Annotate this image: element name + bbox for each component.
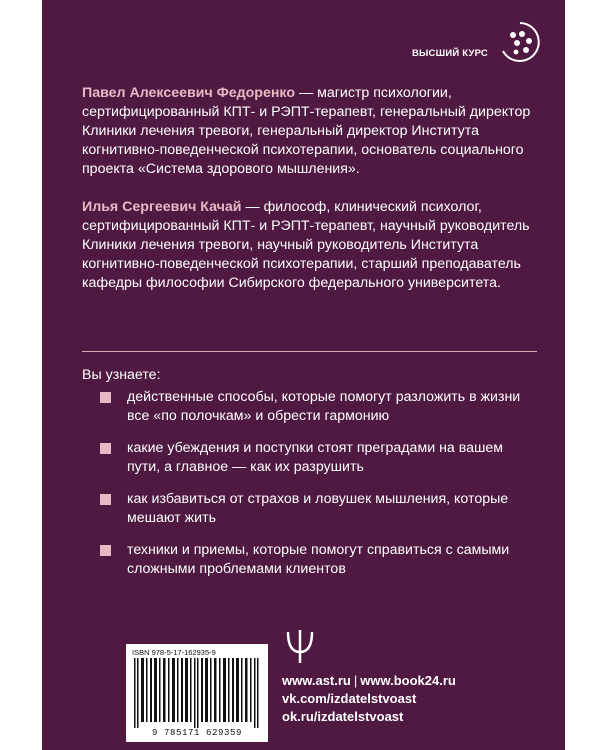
learn-intro: Вы узнаете:	[82, 367, 161, 383]
publisher-links	[282, 672, 456, 726]
link-book24[interactable]: www.book24.ru	[360, 673, 456, 688]
link-ok[interactable]: ok.ru/izdatelstvoast	[282, 709, 404, 724]
isbn-label: ISBN 978-5-17-162935-9	[132, 648, 216, 657]
author-description: — магистр психологии, сертифицированный КПТ- и РЭПТ-терапевт, генеральный директор Клиники лечения тревоги, генеральный директор Института когнитивно-поведенческой психотерапии, основатель социального проекта «Система здорового мышления».	[82, 85, 531, 177]
list-item	[100, 541, 540, 579]
link-vk[interactable]: vk.com/izdatelstvoast	[282, 691, 417, 706]
link-separator: |	[353, 673, 358, 688]
square-bullet-icon	[100, 545, 111, 556]
link-ast[interactable]: www.ast.ru	[282, 673, 351, 688]
square-bullet-icon	[100, 443, 111, 454]
dots-circle-icon	[498, 20, 542, 64]
barcode-bars	[132, 658, 262, 728]
barcode	[126, 644, 268, 742]
author-name: Павел Алексеевич Федоренко	[82, 85, 296, 101]
website-links	[282, 672, 456, 690]
publisher-series	[412, 20, 562, 64]
list-item	[100, 439, 540, 477]
barcode-digits: 9 785171 629359	[151, 728, 242, 738]
series-label: ВЫСШИЙ КУРС	[412, 48, 488, 59]
list-item	[100, 388, 540, 426]
list-item-text: техники и приемы, которые помогут справиться с самыми сложными проблемами клиентов	[127, 542, 510, 577]
author-bio-kachay	[82, 198, 537, 293]
author-name: Илья Сергеевич Качай	[82, 199, 242, 215]
psi-symbol-icon	[282, 628, 318, 664]
section-divider	[82, 351, 537, 352]
author-bio-fedorenko	[82, 84, 537, 179]
list-item-text: как избавиться от страхов и ловушек мышления, которые мешают жить	[127, 491, 509, 526]
square-bullet-icon	[100, 494, 111, 505]
square-bullet-icon	[100, 392, 111, 403]
book-back-cover	[42, 0, 565, 750]
list-item-text: какие убеждения и поступки стоят преградами на вашем пути, а главное — как их разрушить	[127, 440, 504, 475]
list-item-text: действенные способы, которые помогут разложить в жизни все «по полочкам» и обрести гармонию	[127, 389, 521, 424]
list-item	[100, 490, 540, 528]
author-description: — философ, клинический психолог, сертифицированный КПТ- и РЭПТ-терапевт, научный руководитель Клиники лечения тревоги, научный руководитель Института когнитивно-поведенческой психотерапии, старший преподаватель кафедры философии Сибирского федерального университета.	[82, 199, 530, 291]
learn-list	[100, 388, 540, 592]
